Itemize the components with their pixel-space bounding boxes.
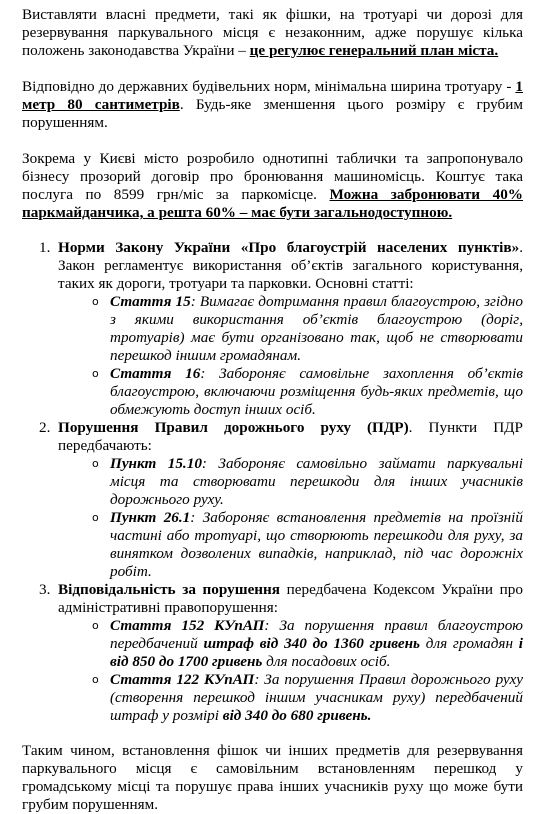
intro-emphasis: це регулює генеральний план міста.	[249, 42, 499, 59]
sub-list-item	[58, 365, 523, 419]
article-label: Стаття 16	[110, 365, 201, 382]
bullet-icon: o	[92, 619, 99, 632]
law-list-item-3	[22, 581, 523, 725]
sub-list-item	[58, 293, 523, 365]
list-item-title: Порушення Правил дорожнього руху (ПДР)	[58, 419, 409, 436]
list-item-text: . Закон регламентує використання об’єктів загального користування, таких як дороги, тротуари та парковки. Основні статті:	[58, 239, 523, 292]
sub-list-item	[58, 617, 523, 671]
sub-list	[58, 293, 523, 419]
kyiv-text: Зокрема у Києві місто розробило однотипні таблички та запропонувало бізнесу прозорий договір про бронювання машиномісць. Коштує така послуга по 8599 грн/міс за паркомісце.	[22, 150, 523, 203]
list-number: 2.	[39, 419, 51, 436]
article-text: : Вимагає дотримання правил благоустрою, згідно з якими використання об’єктів благоустрою (доріг, тротуарів) має бути організовано так, щоб не створювати перешкод іншим громадянам.	[110, 293, 523, 364]
sidewalk-width-emphasis: 1 метр 80 сантиметрів	[22, 78, 523, 113]
sub-list	[58, 617, 523, 725]
conclusion-paragraph: Таким чином, встановлення фішок чи інших предметів для резервування паркувального місця є самовільним встановленням перешкод у громадському місці та порушує права інших учасників руху що може бути грубим порушенням.	[22, 742, 523, 813]
sub-list	[58, 455, 523, 581]
article-text: : Забороняє встановлення предметів на проїзній частині або тротуарі, що створюють перешкоди для руху, за винятком дозволених випадків, наприклад, під час дорожніх робіт.	[110, 509, 523, 580]
article-label: Стаття 122 КУпАП	[110, 671, 255, 688]
kyiv-paragraph	[22, 150, 523, 222]
bullet-icon: o	[92, 511, 99, 524]
list-number: 3.	[39, 581, 51, 598]
list-number: 1.	[39, 239, 51, 256]
list-item-text: передбачена Кодексом України про адміністративні правопорушення:	[58, 581, 523, 616]
law-list-item-2	[22, 419, 523, 581]
bullet-icon: o	[92, 367, 99, 380]
kyiv-emphasis: Можна забронювати 40% паркмайданчика, а решта 60% – має бути загальнодоступною.	[22, 186, 523, 221]
article-text: : За порушення Правил дорожнього руху (створення перешкод іншим учасникам руху) передбачений штраф у розмірі	[110, 671, 523, 724]
sub-list-item	[58, 671, 523, 725]
sidewalk-norm-paragraph	[22, 78, 523, 132]
article-text: для громадян	[420, 635, 519, 652]
article-label: Стаття 15	[110, 293, 191, 310]
bullet-icon: o	[92, 457, 99, 470]
sidewalk-text-post: . Будь-яке зменшення цього розміру є грубим порушенням.	[22, 96, 523, 131]
intro-paragraph	[22, 6, 523, 60]
sub-list-item	[58, 509, 523, 581]
bullet-icon: o	[92, 673, 99, 686]
article-text: : За порушення правил благоустрою передбачений	[110, 617, 523, 652]
intro-text: Виставляти власні предмети, такі як фішки, на тротуарі чи дорозі для резервування паркувального місця є незаконним, адже порушує кілька положень законодавства України –	[22, 6, 523, 59]
law-list	[22, 239, 523, 725]
article-label: Пункт 26.1	[110, 509, 191, 526]
list-item-title: Відповідальність за порушення	[58, 581, 281, 598]
article-text: : Забороняє самовільно займати паркувальні місця та створювати перешкоди для інших учасників дорожнього руху.	[110, 455, 523, 508]
article-label: Пункт 15.10	[110, 455, 202, 472]
fine-amount: штраф від 340 до 1360 гривень	[203, 635, 421, 652]
article-text: : Забороняє самовільне захоплення об’єктів благоустрою, включаючи розміщення будь-яких предметів, що обмежують доступ інших осіб.	[110, 365, 524, 418]
list-item-title: Норми Закону України «Про благоустрій населених пунктів»	[58, 239, 520, 256]
list-item-text: . Пункти ПДР передбачають:	[58, 419, 523, 454]
article-text: для посадових осіб.	[262, 653, 391, 670]
bullet-icon: o	[92, 295, 99, 308]
article-label: Стаття 152 КУпАП	[110, 617, 265, 634]
sub-list-item	[58, 455, 523, 509]
sidewalk-text-pre: Відповідно до державних будівельних норм, мінімальна ширина тротуару -	[22, 78, 516, 95]
fine-amount: і від 850 до 1700 гривень	[110, 635, 523, 670]
law-list-item-1	[22, 239, 523, 419]
fine-amount: від 340 до 680 гривень.	[222, 707, 372, 724]
